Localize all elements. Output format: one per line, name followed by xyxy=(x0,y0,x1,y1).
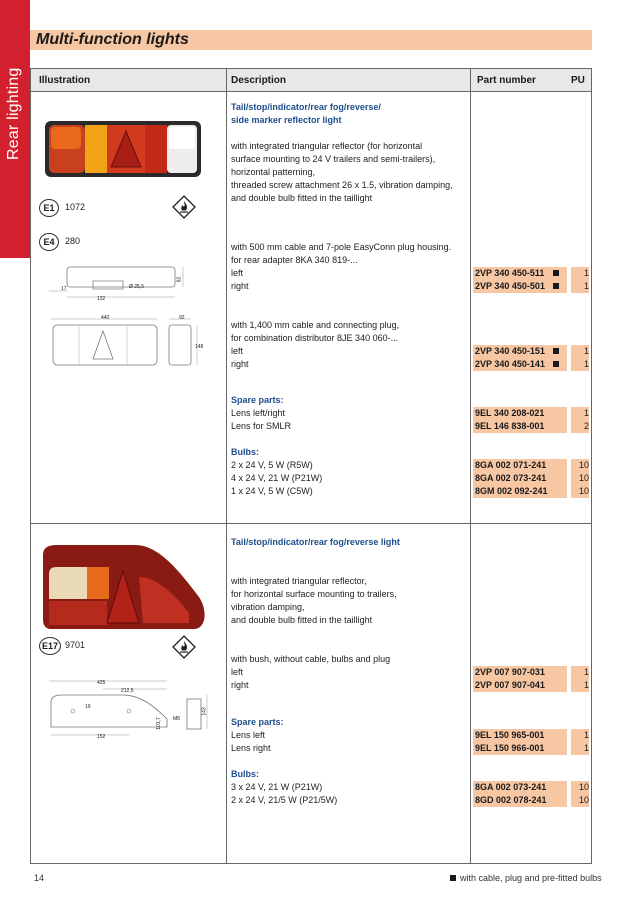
bulb-label: 1 x 24 V, 5 W (C5W) xyxy=(231,486,313,496)
part-number: 2VP 340 450-151 xyxy=(473,345,567,358)
pu-value: 1 xyxy=(571,729,589,742)
product-heading: Tail/stop/indicator/rear fog/reverse/ xyxy=(231,102,381,112)
dimension-label: Ø 25,5 xyxy=(129,284,145,290)
dimension-label: 212,5 xyxy=(121,688,134,694)
dimension-label: 92 xyxy=(176,276,183,283)
approval-mark-e4: E4 xyxy=(39,233,59,251)
part-number: 2VP 007 907-031 xyxy=(473,666,567,679)
product-description-line: threaded screw attachment 26 x 1.5, vibration damping, xyxy=(231,180,453,190)
pu-value: 1 xyxy=(571,267,589,280)
spare-part-label: Lens left xyxy=(231,730,266,740)
approval-mark-e1: E1 xyxy=(39,199,59,217)
variant-description: for rear adapter 8KA 340 819-... xyxy=(231,255,358,265)
section-tab xyxy=(0,0,30,258)
spare-parts-heading: Spare parts: xyxy=(231,395,284,405)
variant-label: left xyxy=(231,346,244,356)
product-description-line: and double bulb fitted in the taillight xyxy=(231,615,373,625)
dimension-drawing-top-1 xyxy=(47,261,195,305)
dimension-label: 17 xyxy=(61,286,67,292)
approval-number: 280 xyxy=(65,236,81,246)
pu-value: 1 xyxy=(571,666,589,679)
spare-part-label: Lens for SMLR xyxy=(231,421,292,431)
pu-value: 1 xyxy=(571,407,589,420)
product-description-line: with integrated triangular reflector (for horizontal xyxy=(231,141,423,151)
footnote-marker xyxy=(450,875,456,881)
table-header xyxy=(31,69,591,92)
column-divider xyxy=(226,69,227,863)
col-part-number: Part number xyxy=(477,75,536,86)
dimension-label: 19 xyxy=(85,704,91,710)
bulb-label: 4 x 24 V, 21 W (P21W) xyxy=(231,473,323,483)
pu-value: 1 xyxy=(571,358,589,371)
flammable-warning-icon xyxy=(172,195,196,219)
bulbs-heading: Bulbs: xyxy=(231,447,259,457)
part-number: 9EL 146 838-001 xyxy=(473,420,567,433)
dimension-label: 92 xyxy=(179,315,185,321)
approval-mark-e17: E17 xyxy=(39,637,61,655)
pu-value: 1 xyxy=(571,345,589,358)
product-description-line: and double bulb fitted in the taillight xyxy=(231,193,373,203)
variant-description: with 500 mm cable and 7-pole EasyConn plug housing. xyxy=(231,242,452,252)
pu-value: 1 xyxy=(571,679,589,692)
product-heading: side marker reflector light xyxy=(231,115,342,125)
part-number: 8GA 002 071-241 xyxy=(473,459,567,472)
part-number: 2VP 340 450-501 xyxy=(473,280,567,293)
part-number: 8GM 002 092-241 xyxy=(473,485,567,498)
variant-label: right xyxy=(231,281,249,291)
variant-description: for combination distributor 8JE 340 060-... xyxy=(231,333,399,343)
bulb-label: 3 x 24 V, 21 W (P21W) xyxy=(231,782,323,792)
product-table xyxy=(30,68,592,864)
row-divider xyxy=(31,523,591,524)
page-title-bar xyxy=(30,30,592,50)
variant-description: with bush, without cable, bulbs and plug xyxy=(231,654,391,664)
pu-value: 10 xyxy=(571,485,589,498)
col-pu: PU xyxy=(571,75,585,86)
dimension-label: 152 xyxy=(97,734,106,740)
product-description-line: horizontal patterning, xyxy=(231,167,316,177)
cable-plug-bulbs-marker xyxy=(553,270,559,276)
approval-number: 9701 xyxy=(65,640,86,650)
pu-value: 1 xyxy=(571,742,589,755)
pu-value: 10 xyxy=(571,794,589,807)
part-number: 2VP 340 450-511 xyxy=(473,267,567,280)
variant-label: left xyxy=(231,667,244,677)
dimension-label: 101,7 xyxy=(155,717,162,730)
column-divider xyxy=(470,69,471,863)
part-number: 8GD 002 078-241 xyxy=(473,794,567,807)
col-description: Description xyxy=(231,75,287,86)
part-number: 9EL 150 965-001 xyxy=(473,729,567,742)
spare-part-label: Lens right xyxy=(231,743,271,753)
part-number: 9EL 150 966-001 xyxy=(473,742,567,755)
spare-parts-heading: Spare parts: xyxy=(231,717,284,727)
dimension-label: 148 xyxy=(195,344,204,350)
product-heading: Tail/stop/indicator/rear fog/reverse light xyxy=(231,537,400,547)
page-title: Multi-function lights xyxy=(36,31,189,48)
page-number: 14 xyxy=(34,873,45,883)
product-description-line: for horizontal surface mounting to trailers, xyxy=(231,589,397,599)
flammable-warning-icon xyxy=(172,635,196,659)
cable-plug-bulbs-marker xyxy=(553,283,559,289)
pu-value: 10 xyxy=(571,472,589,485)
pu-value: 1 xyxy=(571,280,589,293)
dimension-label: 425 xyxy=(97,680,106,686)
product-description-line: vibration damping, xyxy=(231,602,305,612)
bulb-label: 2 x 24 V, 5 W (R5W) xyxy=(231,460,313,470)
lamp-photo-2 xyxy=(39,541,211,633)
dimension-label: 143 xyxy=(201,707,208,716)
lamp-photo-1 xyxy=(45,121,201,177)
dimension-label: M8 xyxy=(173,716,180,722)
bulbs-heading: Bulbs: xyxy=(231,769,259,779)
col-illustration: Illustration xyxy=(39,75,91,86)
bulb-label: 2 x 24 V, 21/5 W (P21/5W) xyxy=(231,795,338,805)
pu-value: 10 xyxy=(571,459,589,472)
pu-value: 10 xyxy=(571,781,589,794)
spare-part-label: Lens left/right xyxy=(231,408,286,418)
part-number: 2VP 340 450-141 xyxy=(473,358,567,371)
pu-value: 2 xyxy=(571,420,589,433)
approval-number: 1072 xyxy=(65,202,86,212)
variant-label: right xyxy=(231,359,249,369)
variant-label: left xyxy=(231,268,244,278)
cable-plug-bulbs-marker xyxy=(553,348,559,354)
variant-label: right xyxy=(231,680,249,690)
cable-plug-bulbs-marker xyxy=(553,361,559,367)
footnote: with cable, plug and pre-fitted bulbs xyxy=(460,873,602,883)
product-description-line: surface mounting to 24 V trailers and semi-trailers), xyxy=(231,154,436,164)
section-tab-label: Rear lighting xyxy=(5,67,22,160)
variant-description: with 1,400 mm cable and connecting plug, xyxy=(231,320,400,330)
part-number: 2VP 007 907-041 xyxy=(473,679,567,692)
product-description-line: with integrated triangular reflector, xyxy=(231,576,367,586)
dimension-label: 440 xyxy=(101,315,110,321)
dimension-label: 132 xyxy=(97,296,106,302)
part-number: 8GA 002 073-241 xyxy=(473,781,567,794)
part-number: 8GA 002 073-241 xyxy=(473,472,567,485)
part-number: 9EL 340 208-021 xyxy=(473,407,567,420)
